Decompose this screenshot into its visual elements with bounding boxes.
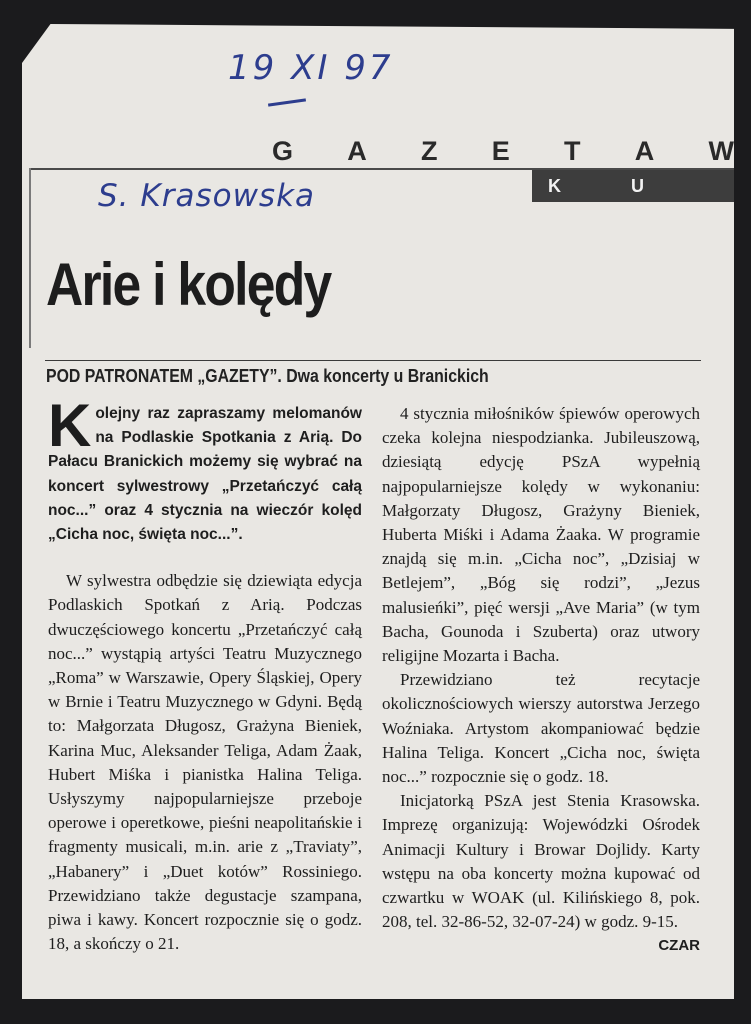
masthead-letter: G bbox=[272, 136, 294, 166]
subhead-rule bbox=[45, 360, 701, 361]
paragraph-3: Przewidziano też recytacje okolicznościowych wierszy autorstwa Jerzego Woźniaka. Artystom akompaniować będzie Halina Teliga. Koncert „Cicha noc, święta noc...” rozpocznie się o godz. 18. bbox=[382, 670, 700, 787]
section-letter: K bbox=[548, 175, 561, 196]
subhead: POD PATRONATEM „GAZETY”. Dwa koncerty u Branickich bbox=[46, 366, 489, 386]
drop-cap: K bbox=[48, 392, 92, 459]
lead-paragraph bbox=[48, 392, 362, 547]
masthead-letter: T bbox=[563, 136, 581, 166]
column-right bbox=[382, 402, 700, 959]
section-letter: U bbox=[631, 175, 644, 196]
handwritten-date: 19 XI 97 bbox=[228, 48, 394, 88]
left-rule bbox=[29, 168, 31, 348]
masthead-letter: Z bbox=[420, 136, 438, 166]
masthead-letter: E bbox=[491, 136, 510, 166]
masthead bbox=[272, 136, 734, 167]
masthead-letter: W bbox=[708, 136, 734, 166]
handwritten-name: S. Krasowska bbox=[98, 178, 316, 214]
headline: Arie i kolędy bbox=[46, 251, 331, 318]
paragraph-4-text: Inicjatorką PSzA jest Stenia Krasowska. Imprezę organizują: Wojewódzki Ośrodek Animacji Kultury i Browar Dojlidy. Karty wstępu na oba koncerty można kupować od czwartku w WOAK (ul. Kilińskiego 8, pok. 208, tel. 32-86-52, 32-07-24) w godz. 9-15. bbox=[382, 791, 700, 932]
masthead-letter: A bbox=[634, 136, 655, 166]
paragraph-4 bbox=[382, 789, 700, 955]
paragraph-1: W sylwestra odbędzie się dziewiąta edycja Podlaskich Spotkań z Arią. Podczas dwuczęściowego koncertu „Przetańczyć całą noc...” wystąpią artyści Teatru Muzycznego „Roma” w Warszawie, Opery Śląskiej, Opery w Brnie i Teatru Muzycznego w Gdyni. Będą to: Małgorzata Długosz, Grażyna Bieniek, Karina Muc, Aleksander Teliga, Adam Żaak, Hubert Miśka i pianistka Halina Teliga. Usłyszymy najpopularniejsze przeboje operowe i operetkowe, pieśni neapolitańskie i fragmenty musicali, m.in. arie z „Traviaty”, „Habanery” i „Duet kotów” Rossiniego. Przewidziano także degustacje szampana, piwa i kawy. Koncert rozpocznie się o godz. 18, a skończy o 21. bbox=[48, 571, 362, 954]
section-bar bbox=[532, 170, 734, 202]
paragraph-2: 4 stycznia miłośników śpiewów operowych czeka kolejna niespodzianka. Jubileuszową, dziesiątą edycję PSzA wypełnią najpopularniejsze kolędy w wykonaniu: Małgorzaty Długosz, Grażyny Bieniek, Huberta Miśki i Adama Żaaka. W programie znajdą się m.in. „Cicha noc”, „Dzisiaj w Betlejem”, „Bóg się rodzi”, „Jezus malusieńki”, pięć wersji „Ave Maria” (w tym Bacha, Gounoda i Szuberta) oraz utwory religijne Mozarta i Bacha. bbox=[382, 404, 700, 666]
column-left bbox=[48, 392, 362, 956]
lead-text: olejny raz zapraszamy melomanów na Podlaskie Spotkania z Arią. Do Pałacu Branickich możemy się wybrać na koncert sylwestrowy „Przetańczyć całą noc...” oraz 4 stycznia na wieczór kolęd „Cicha noc, święta noc...”. bbox=[48, 405, 362, 544]
author-signature: CZAR bbox=[658, 937, 700, 955]
masthead-letter: A bbox=[347, 136, 367, 166]
